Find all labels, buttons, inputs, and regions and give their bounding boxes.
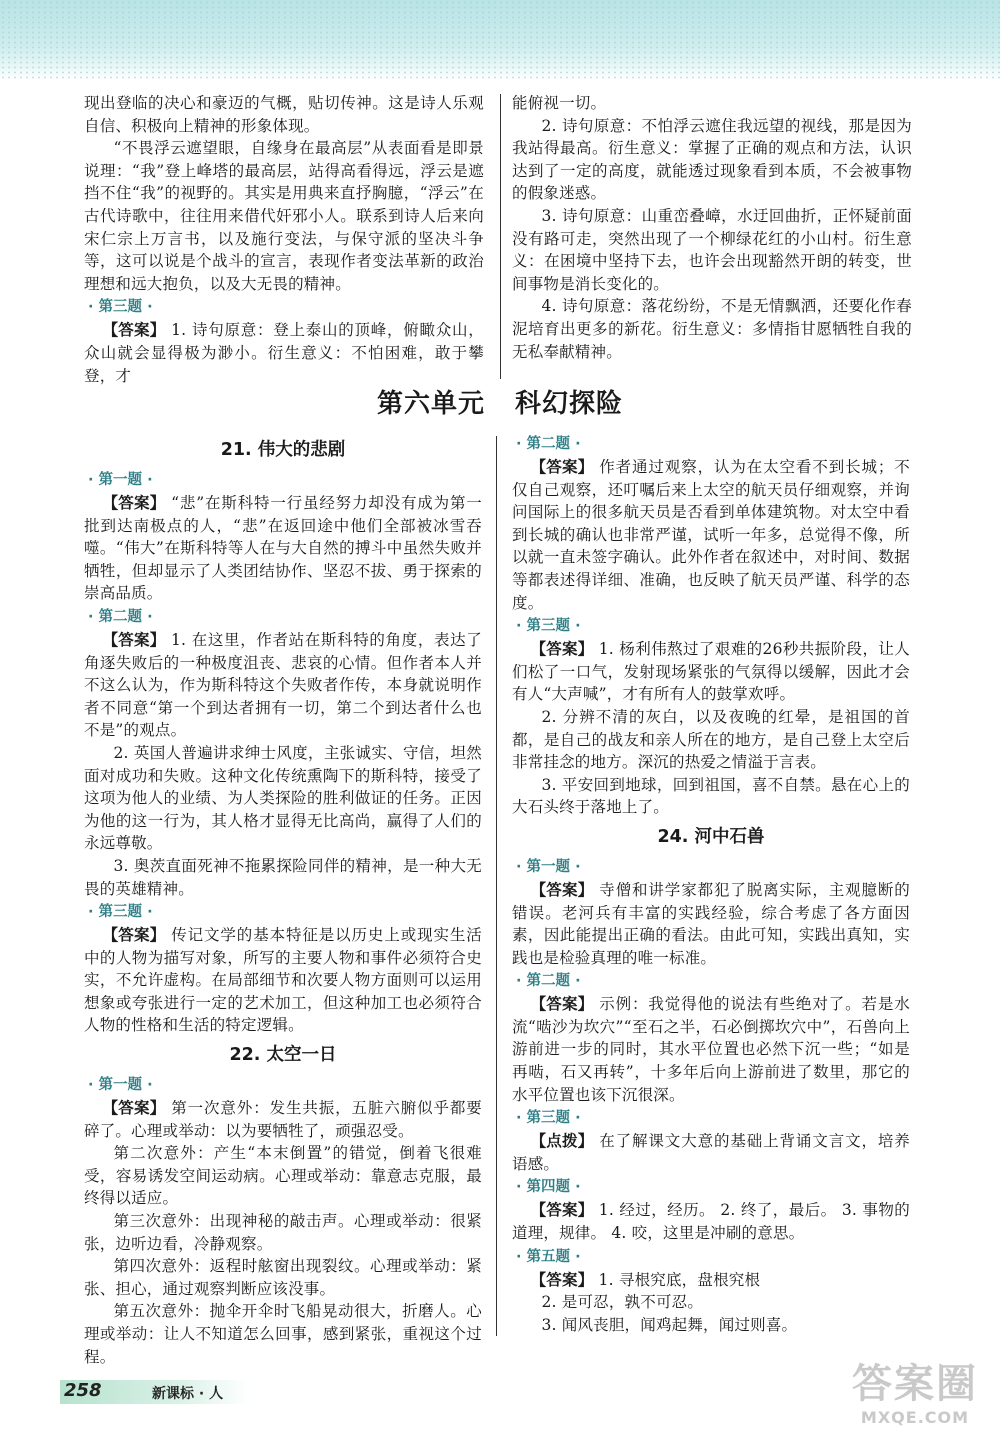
answer-text: 传记文学的基本特征是以历史上或现实生活中的人物为描写对象，所写的主要人物和事件必须符合史实，不允许虚构。在局部细节和次要人物方面则可以运用想象或夸张进行一定的艺术加工，但这种加工也必须符合人物的性格和生活的特定逻辑。 — [84, 926, 482, 1035]
answer-text: 2. 分辨不清的灰白，以及夜晚的红晕，是祖国的首都，是自己的战友和亲人所在的地方，是自己登上太空后非常挂念的地方。深沉的热爱之情溢于言表。 — [512, 707, 910, 772]
answer-label: 【答案】 — [530, 994, 594, 1014]
answer-text: 1. 杨利伟熬过了艰难的26秒共振阶段，让人们松了一口气，发射现场紧张的气氛得以缓解，因此才会有人“大声喊”，才有所有人的鼓掌欢呼。 — [512, 640, 910, 704]
question-heading: · 第三题 · — [516, 618, 581, 635]
answer-text: 在了解课文大意的基础上背诵文言文，培养语感。 — [512, 1132, 910, 1173]
answer-text: 3. 平安回到地球，回到祖国，喜不自禁。悬在心上的大石头终于落地上了。 — [512, 775, 910, 817]
question-heading: · 第二题 · — [88, 608, 153, 625]
answer-label: 【答案】 — [102, 629, 166, 649]
question-heading: · 第四题 · — [516, 1179, 581, 1196]
answer-text: 1. 诗句原意：登上泰山的顶峰，俯瞰众山，众山就会显得极为渺小。衍生意义：不怕困难，敢于攀登，才 — [84, 321, 484, 385]
answer-label: 【点拨】 — [530, 1131, 594, 1151]
paragraph: 现出登临的决心和豪迈的气概，贴切传神。这是诗人乐观自信、积极向上精神的形象体现。 — [84, 94, 484, 135]
answer-text: “悲”在斯科特一行虽经努力却没有成为第一批到达南极点的人，“悲”在返回途中他们全部被冰雪吞噬。“伟大”在斯科特等人在与大自然的搏斗中虽然失败并牺牲，但却显示了人类团结协作、坚忍不拔、勇于探索的崇高品质。 — [84, 494, 482, 603]
paragraph: 能俯视一切。 — [512, 94, 607, 112]
answer-text: 第四次意外：返程时舷窗出现裂纹。心理或举动：紧张、担心，通过观察判断应该没事。 — [84, 1257, 482, 1298]
answer-label: 【答案】 — [530, 879, 594, 899]
answer-text: 1. 经过，经历。 2. 终了，最后。 3. 事物的道理，规律。 4. 咬，这里是冲刷的意思。 — [512, 1201, 910, 1243]
column-divider — [496, 436, 497, 1336]
paragraph: “不畏浮云遮望眼，自缘身在最高层”从表面看是即景说理：“我”登上峰塔的最高层，站得高看得远，浮云是遮挡不住“我”的视野的。其实是用典来直抒胸臆，“浮云”在古代诗歌中，往往用来借代奸邪小人。联系到诗人后来向宋仁宗上万言书，以及施行变法，与保守派的坚决斗争等，这可以说是个战斗的宣言，表现作者变法革新的政治理想和远大抱负，以及大无畏的精神。 — [84, 139, 484, 293]
question-heading: · 第五题 · — [516, 1248, 581, 1265]
answer-text: 2. 英国人普遍讲求绅士风度，主张诚实、守信，坦然面对成功和失败。这种文化传统熏陶下的斯科特，接受了这项为他人的业绩、为人类探险的胜利做证的任务。正因为他的这一行为，其人格才显得无比高尚，赢得了人们的永远尊敬。 — [84, 743, 482, 853]
top-right-column — [512, 92, 912, 363]
answer-text: 作者通过观察，认为在太空看不到长城；不仅自己观察，还叮嘱后来上太空的航天员仔细观察，并询问国际上的很多航天员是否看到单体建筑物。对太空中看到长城的确认也非常严谨，试听一年多，总觉得不像，所以就一直未签字确认。此外作者在叙述中，对时间、数据等都表述得详细、准确，也反映了航天员严谨、科学的态度。 — [512, 458, 910, 612]
page-footer — [60, 1380, 250, 1404]
watermark-url: MXQE.COM — [860, 1408, 970, 1427]
question-heading: · 第二题 · — [516, 973, 581, 990]
question-heading: · 第一题 · — [88, 472, 153, 488]
answer-text: 3. 闻风丧胆，闻鸡起舞，闻过则喜。 — [541, 1315, 798, 1334]
bottom-right-column — [512, 432, 910, 1336]
lesson-title: 22. 太空一日 — [229, 1045, 337, 1066]
answer-text: 示例：我觉得他的说法有些绝对了。若是水流“啮沙为坎穴”“至石之半，石必倒掷坎穴中”，石兽向上游前进一步的同时，其水平位置也必然下沉一些；“如是再啮，石又再转”，十多年后向上游前进了数里，那它的水平位置也该下沉很深。 — [512, 995, 910, 1104]
answer-label: 【答案】 — [102, 925, 166, 945]
answer-text: 1. 在这里，作者站在斯科特的角度，表达了角逐失败后的一种极度沮丧、悲哀的心情。但作者本人并不这么认为，作为斯科特这个失败者作传，本身就说明作者不同意“第一个到达者拥有一切，第二个到达者什么也不是”的观点。 — [84, 630, 482, 740]
paragraph: 2. 诗句原意：不怕浮云遮住我远望的视线，那是因为我站得最高。衍生意义：掌握了正确的观点和方法，认识达到了一定的高度，就能透过现象看到本质，不会被事物的假象迷惑。 — [512, 116, 912, 203]
answer-text: 第一次意外：发生共振，五脏六腑似乎都要碎了。心理或举动：以为要牺牲了，顽强忍受。 — [84, 1099, 482, 1140]
paragraph: 3. 诗句原意：山重峦叠嶂，水迂回曲折，正怀疑前面没有路可走，突然出现了一个柳绿花红的小山村。衍生意义：在困境中坚持下去，也许会出现豁然开朗的转变，世间事物是消长变化的。 — [512, 206, 912, 293]
question-heading: · 第一题 · — [88, 1077, 153, 1094]
question-heading: · 第二题 · — [516, 436, 581, 452]
answer-label: 【答案】 — [530, 457, 594, 476]
answer-text: 3. 奥茨直面死神不拖累探险同伴的精神，是一种大无畏的英雄精神。 — [84, 856, 482, 898]
answer-text: 1. 寻根究底，盘根究根 — [598, 1270, 761, 1289]
lesson-title: 21. 伟大的悲剧 — [220, 440, 346, 460]
question-heading: · 第三题 · — [516, 1110, 581, 1127]
answer-text: 第三次意外：出现神秘的敲击声。心理或举动：很紧张，边听边看，冷静观察。 — [84, 1212, 482, 1253]
unit-title — [0, 383, 1000, 420]
answer-text: 第五次意外：抛伞开伞时飞船晃动很大，折磨人。心理或举动：让人不知道怎么回事，感到紧张，重视这个过程。 — [84, 1302, 482, 1366]
answer-text: 第二次意外：产生“本末倒置”的错觉，倒着飞很难受，容易诱发空间运动病。心理或举动：靠意志克服，最终得以适应。 — [84, 1144, 482, 1208]
answer-text: 2. 是可忍，孰不可忍。 — [541, 1293, 704, 1312]
top-left-column — [84, 92, 484, 387]
page-number: 258 — [64, 1380, 102, 1401]
answer-label: 【答案】 — [102, 320, 166, 340]
watermark-logo: 答案圈 — [852, 1361, 978, 1407]
header-decoration-band — [0, 0, 1000, 80]
unit-theme: 科幻探险 — [515, 389, 624, 419]
answer-label: 【答案】 — [530, 639, 594, 659]
unit-name: 第六单元 — [376, 389, 485, 419]
question-heading: · 第三题 · — [88, 904, 153, 921]
answer-label: 【答案】 — [530, 1200, 594, 1220]
footer-label: 新课标 · 人 — [152, 1386, 224, 1402]
answer-label: 【答案】 — [102, 493, 166, 512]
answer-label: 【答案】 — [530, 1269, 594, 1289]
watermark — [845, 1360, 985, 1440]
question-heading: · 第一题 · — [516, 858, 581, 875]
column-divider — [500, 94, 501, 379]
lesson-title: 24. 河中石兽 — [657, 826, 765, 847]
answer-label: 【答案】 — [102, 1098, 166, 1118]
question-heading: · 第三题 · — [88, 299, 153, 316]
answer-text: 寺僧和讲学家都犯了脱离实际，主观臆断的错误。老河兵有丰富的实践经验，综合考虑了各方面因素，因此能提出正确的看法。由此可知，实践出真知，实践也是检验真理的唯一标准。 — [512, 880, 910, 967]
bottom-left-column — [84, 432, 482, 1368]
paragraph: 4. 诗句原意：落花纷纷，不是无情飘洒，还要化作春泥培育出更多的新花。衍生意义：多情指甘愿牺牲自我的无私奉献精神。 — [512, 297, 912, 361]
